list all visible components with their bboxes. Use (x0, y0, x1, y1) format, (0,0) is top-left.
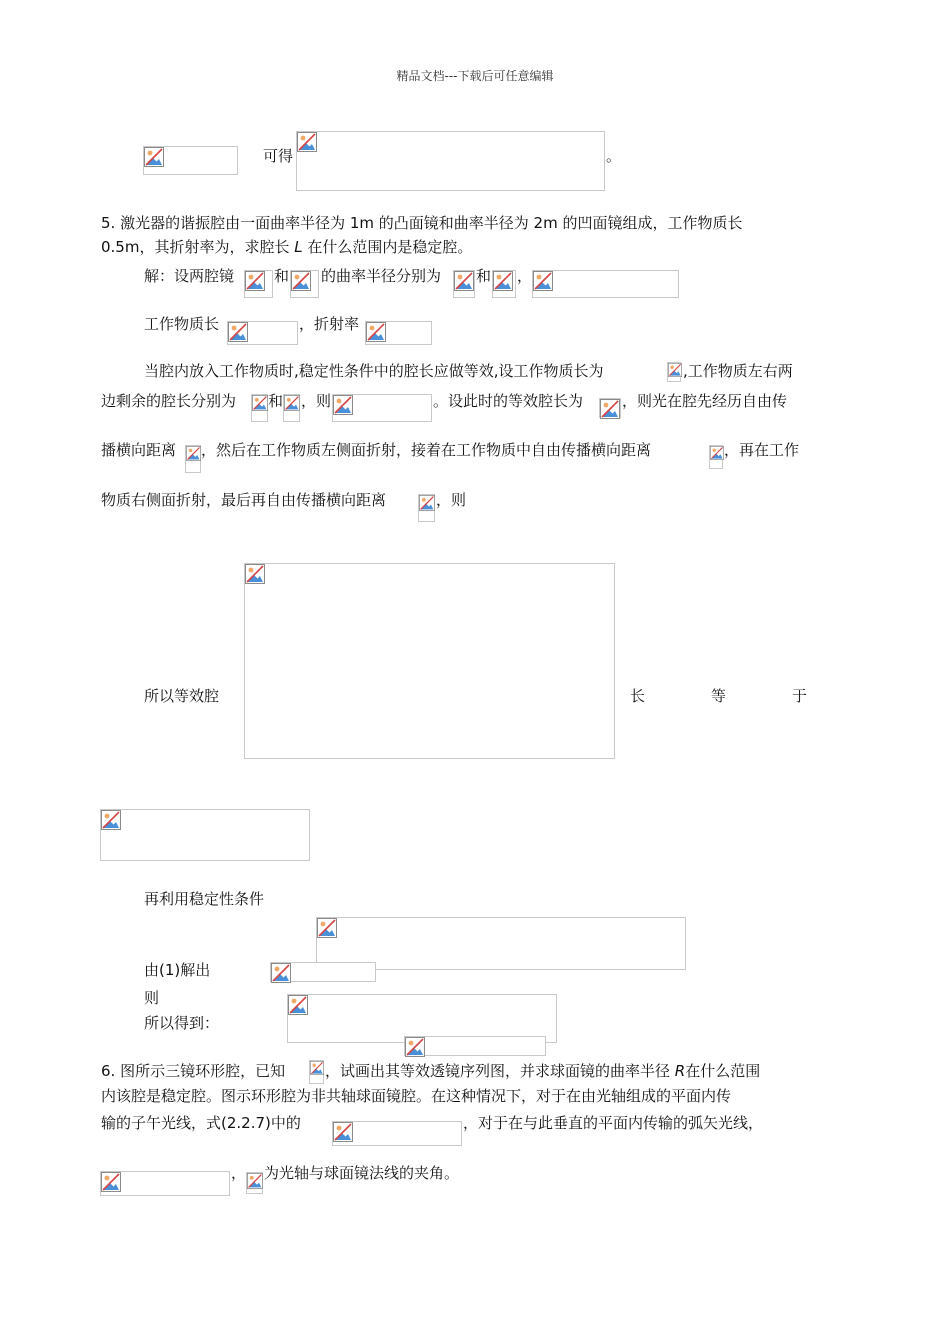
broken-image-icon (366, 322, 386, 342)
formula-image (332, 1121, 462, 1146)
broken-image-icon (291, 271, 311, 291)
broken-image-icon (600, 399, 620, 419)
text: 工作物质长 (144, 315, 220, 333)
text: 边剩余的腔长分别为 (101, 392, 237, 410)
text: 和 (476, 267, 492, 285)
broken-image-icon (333, 395, 353, 415)
text: 和 (274, 267, 290, 285)
formula-image (296, 131, 605, 191)
text: ，然后在工作物质左侧面折射，接着在工作物质中自由传播横向距离 (201, 441, 652, 459)
text: ，再在工作 (724, 441, 800, 459)
formula-image (100, 809, 310, 861)
text: 所以得到： (144, 1014, 220, 1032)
broken-image-icon (228, 322, 248, 342)
formula-image (143, 146, 238, 175)
broken-image-icon (101, 810, 121, 830)
broken-image-icon (271, 963, 291, 983)
formula-image (667, 362, 681, 382)
question-6-line: ，对于在与此垂直的平面内传输的弧矢光线， (463, 1114, 764, 1132)
broken-image-icon (668, 363, 682, 377)
text: ， (517, 267, 533, 285)
broken-image-icon (310, 1061, 324, 1075)
question-6-line: 内该腔是稳定腔。图示环形腔为非共轴球面镜腔。在这种情况下，对于在由光轴组成的平面内传 (101, 1087, 732, 1105)
formula-image (244, 563, 615, 759)
formula-image (185, 445, 201, 473)
formula-image (365, 321, 432, 345)
broken-image-icon (419, 495, 435, 511)
broken-image-icon (247, 1173, 263, 1189)
formula-image (404, 1036, 546, 1056)
broken-image-icon (284, 395, 300, 411)
text: 和 (268, 392, 284, 410)
formula-image (290, 270, 319, 298)
question-6-line: 6. 图所示三镜环形腔，已知 (101, 1062, 286, 1080)
text: 播横向距离 (101, 441, 177, 459)
broken-image-icon (533, 271, 553, 291)
text: ,工作物质左右两 (683, 362, 793, 380)
question-6-line: 输的子午光线，式(2.2.7)中的 (101, 1114, 301, 1132)
formula-image (332, 394, 432, 422)
formula-image (270, 962, 376, 982)
formula-image (453, 270, 475, 298)
broken-image-icon (144, 147, 164, 167)
question-6-line: ，试画出其等效透镜序列图，并求球面镜的曲率半径 R在什么范围 (325, 1062, 761, 1080)
formula-image (251, 394, 268, 422)
formula-image (283, 394, 300, 422)
broken-image-icon (454, 271, 474, 291)
text: 由(1)解出 (144, 961, 211, 979)
text: 物质右侧面折射，最后再自由传播横向距离 (101, 491, 387, 509)
broken-image-icon (333, 1122, 353, 1142)
text: 解：设两腔镜 (144, 267, 235, 285)
text: ， (231, 1164, 247, 1182)
broken-image-icon (317, 918, 337, 938)
text: 。 (606, 147, 622, 165)
broken-image-icon (186, 446, 201, 461)
text: 所以等效腔 (144, 687, 220, 705)
text: ，则 (301, 392, 332, 410)
broken-image-icon (252, 395, 268, 411)
text: ，则光在腔先经历自由传 (622, 392, 788, 410)
broken-image-icon (405, 1037, 425, 1057)
formula-image (244, 270, 273, 298)
broken-image-icon (101, 1172, 121, 1192)
page-header: 精品文档---下载后可任意编辑 (396, 69, 554, 83)
formula-image (532, 270, 679, 298)
text: ，折射率 (299, 315, 360, 333)
formula-image (100, 1171, 230, 1196)
question-5-line: 5. 激光器的谐振腔由一面曲率半径为 1m 的凸面镜和曲率半径为 2m 的凹面镜组成，工作物质长 (101, 214, 743, 232)
broken-image-icon (288, 995, 308, 1015)
formula-image (246, 1172, 263, 1194)
text: 当腔内放入工作物质时,稳定性条件中的腔长应做等效,设工作物质长为 (144, 362, 604, 380)
formula-image (709, 445, 723, 469)
broken-image-icon (245, 271, 265, 291)
text: 为光轴与球面镜法线的夹角。 (264, 1164, 460, 1182)
formula-image (599, 398, 621, 418)
broken-image-icon (493, 271, 513, 291)
broken-image-icon (245, 564, 265, 584)
text: ，则 (436, 491, 467, 509)
broken-image-icon (297, 132, 317, 152)
question-5-line: 0.5m，其折射率为，求腔长 L 在什么范围内是稳定腔。 (101, 238, 473, 256)
justified-text: 长 等 于 (630, 687, 807, 705)
formula-image (227, 321, 298, 345)
text: 的曲率半径分别为 (321, 267, 442, 285)
formula-image (492, 270, 516, 298)
text: 则 (144, 989, 160, 1007)
formula-image (309, 1060, 324, 1084)
formula-image (418, 494, 435, 522)
text: 。设此时的等效腔长为 (433, 392, 584, 410)
text: 再利用稳定性条件 (144, 890, 265, 908)
text: 可得 (263, 147, 294, 165)
broken-image-icon (710, 446, 724, 460)
